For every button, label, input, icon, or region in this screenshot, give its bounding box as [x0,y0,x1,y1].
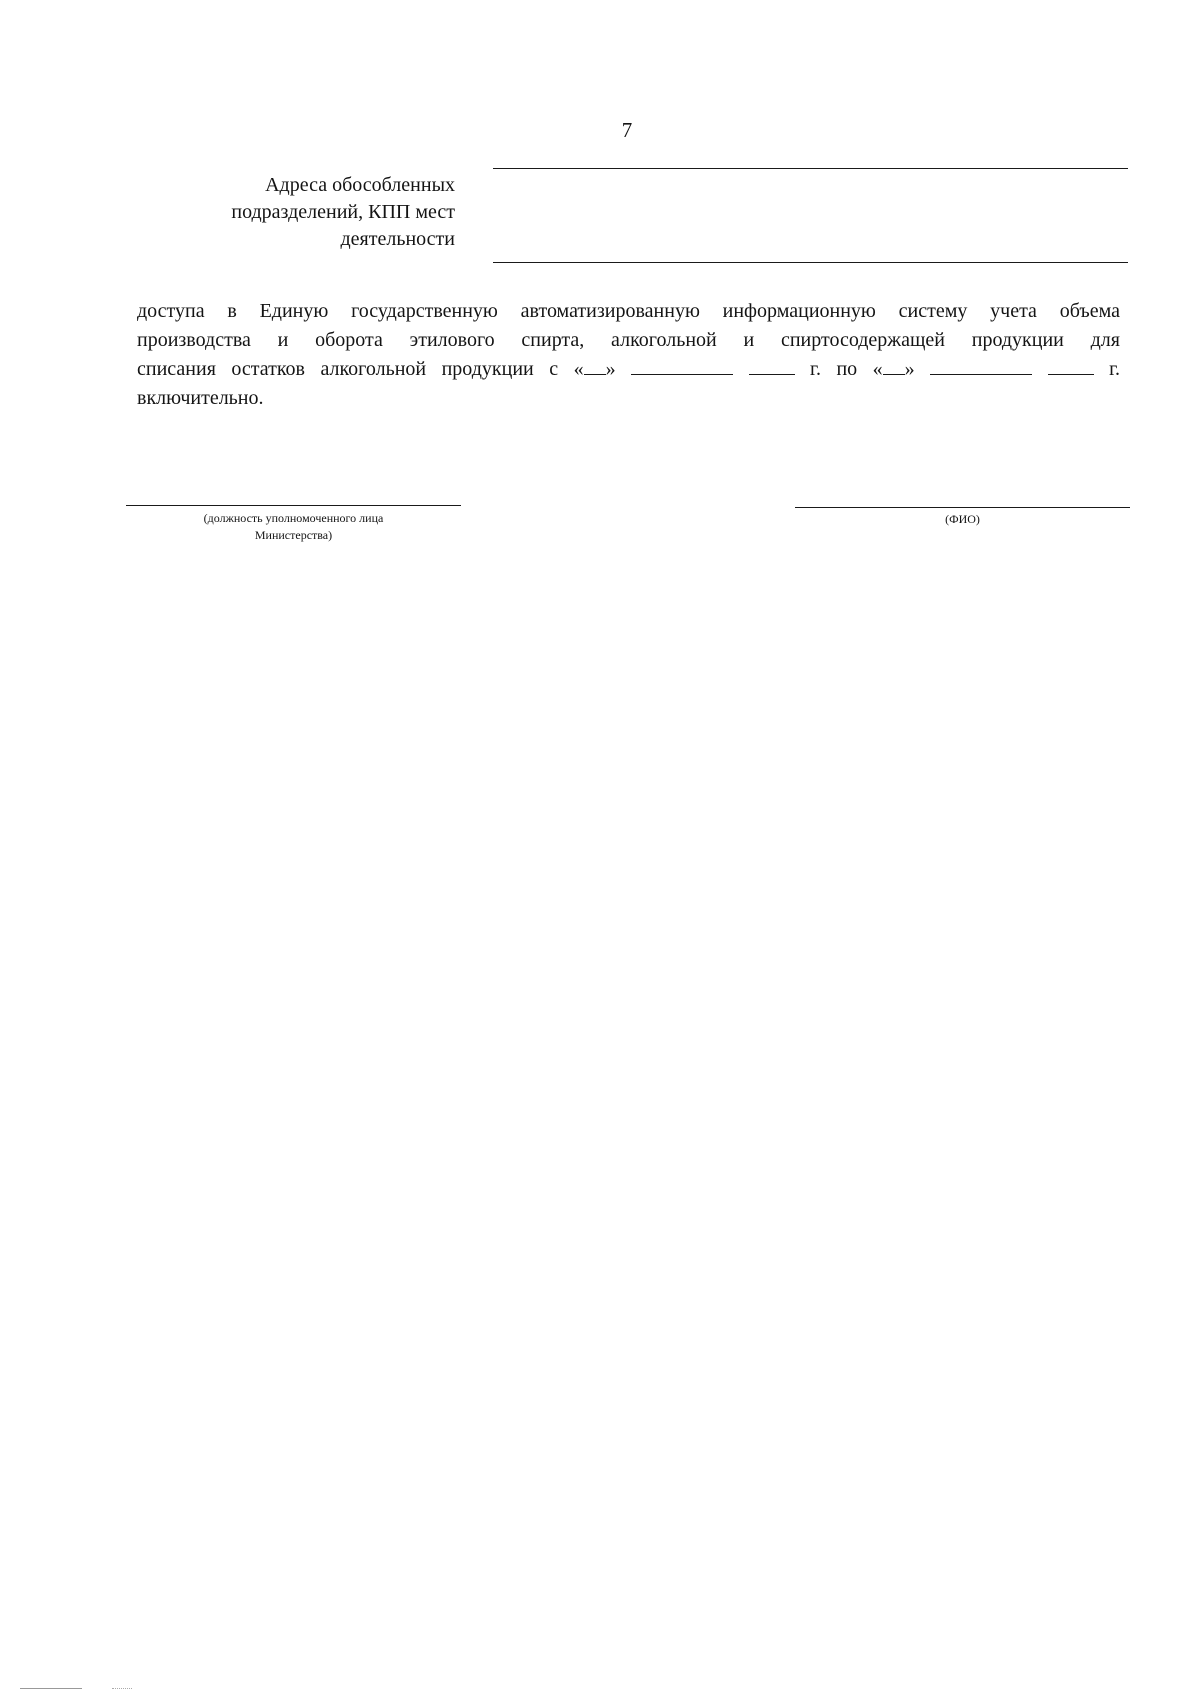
scan-artifact [20,1688,82,1689]
address-label-line-3: деятельности [340,228,455,250]
start-month-blank[interactable] [631,356,733,375]
position-caption-line-1: (должность уполномоченного лица [203,511,384,525]
start-year-suffix: г. по « [810,358,883,380]
position-signature-caption [126,510,461,544]
address-field-line-bottom[interactable] [493,262,1128,263]
address-label-line-2: подразделений, КПП мест [231,201,455,223]
end-month-blank[interactable] [930,356,1032,375]
start-quote-close: » [605,358,616,380]
end-quote-close: » [904,358,915,380]
address-label-line-1: Адреса обособленных [265,174,455,196]
position-caption-line-2: Министерства) [254,528,333,542]
page-number: 7 [621,118,633,142]
end-day-blank[interactable] [883,356,905,375]
paragraph-line-3 [137,355,1120,384]
end-year-suffix: г. [1109,358,1121,380]
address-label [231,172,455,253]
end-year-blank[interactable] [1048,356,1094,375]
access-paragraph [137,297,1120,413]
position-signature-line[interactable] [126,505,461,506]
paragraph-line-4: включительно. [137,387,264,409]
period-start-text: списания остатков алкогольной продукции с « [137,358,584,380]
paragraph-line-2: производства и оборота этилового спирта, алкогольной и спиртосодержащей продукции для [137,329,1120,351]
start-year-blank[interactable] [749,356,795,375]
name-signature-caption: (ФИО) [945,512,980,526]
name-signature-line[interactable] [795,507,1130,508]
address-field-line-top[interactable] [493,168,1128,169]
paragraph-line-1: доступа в Единую государственную автоматизированную информационную систему учета объема [137,300,1120,322]
scan-artifact-2 [112,1688,132,1689]
start-day-blank[interactable] [584,356,606,375]
